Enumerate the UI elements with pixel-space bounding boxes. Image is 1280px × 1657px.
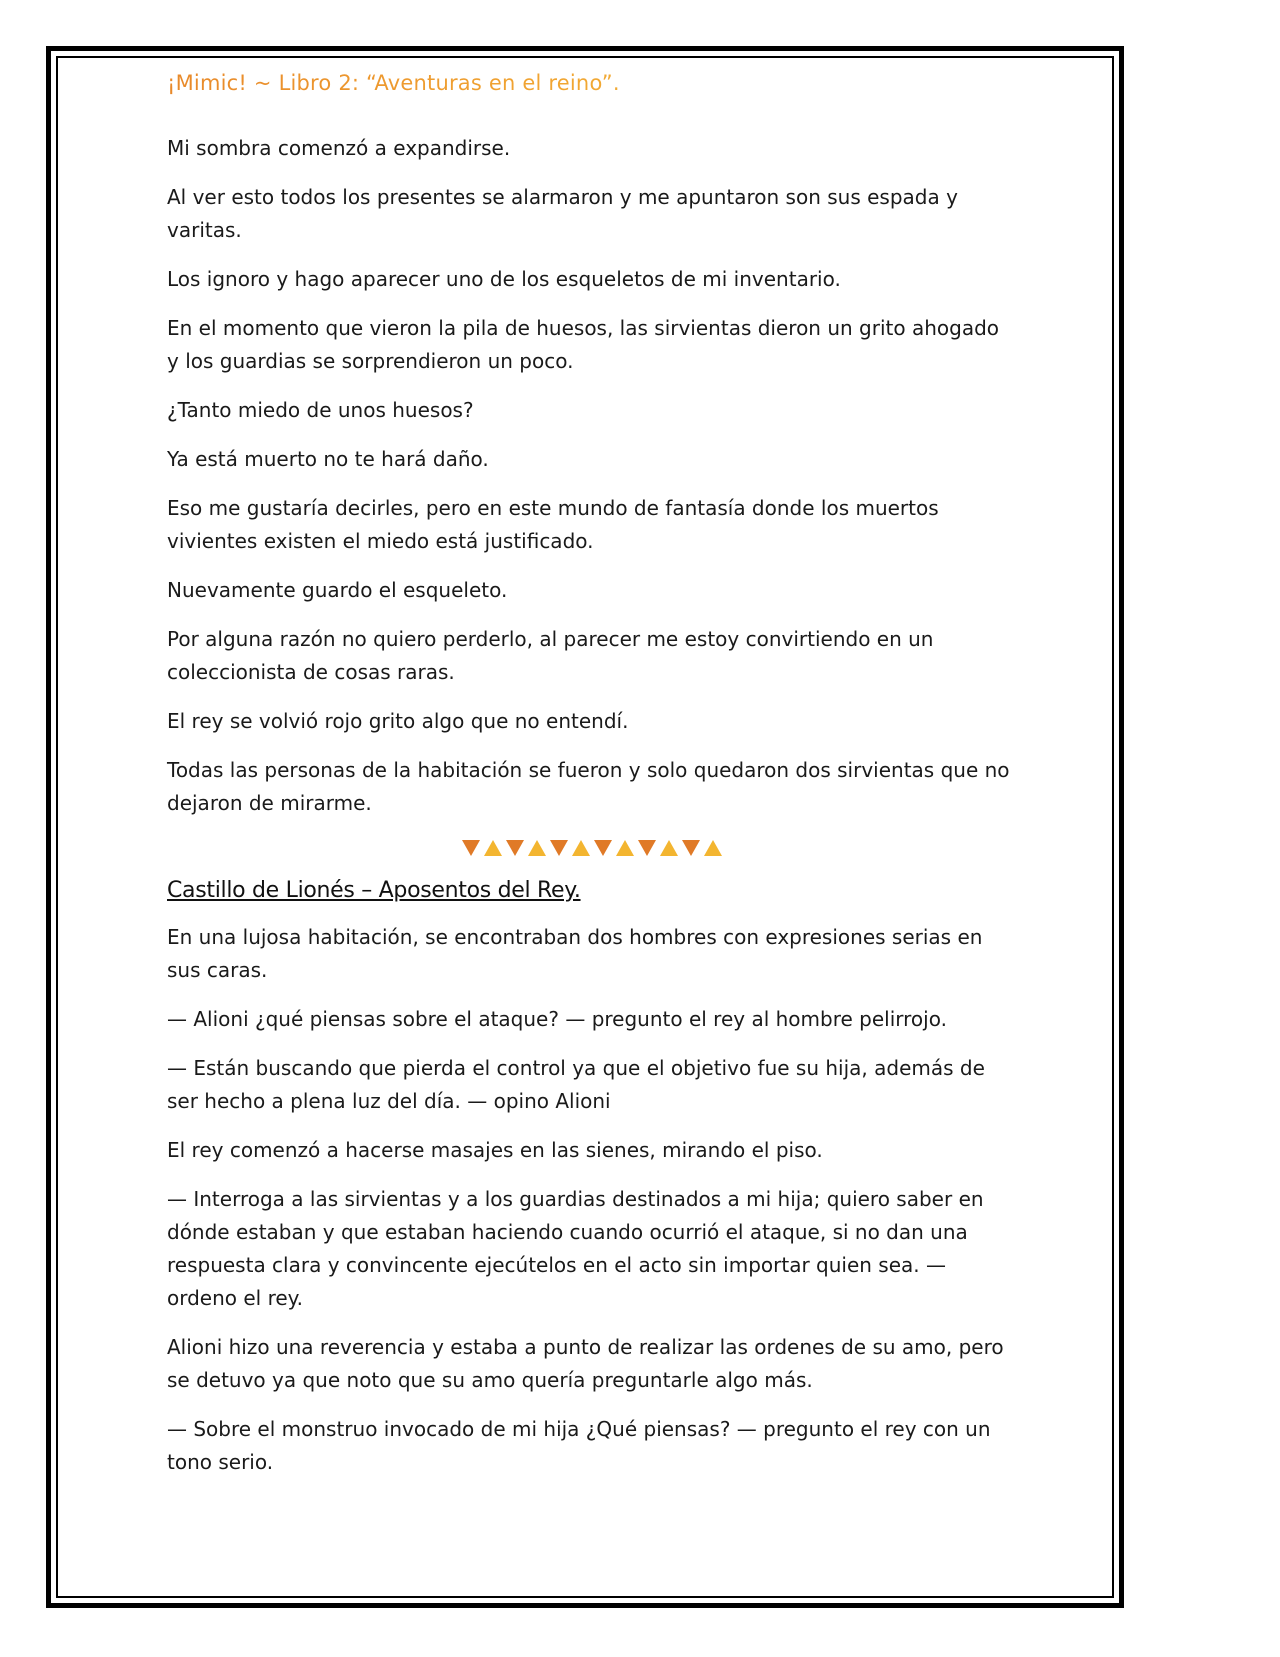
triangle-down-icon (638, 840, 656, 856)
section-paragraphs (167, 921, 1017, 1479)
paragraph: El rey comenzó a hacerse masajes en las sienes, mirando el piso. (167, 1138, 823, 1162)
triangle-down-icon (594, 840, 612, 856)
triangle-up-icon (660, 840, 678, 856)
paragraph: Mi sombra comenzó a expandirse. (167, 136, 511, 160)
paragraph: Eso me gustaría decirles, pero en este mundo de fantasía donde los muertos vivientes existen el miedo está justificado. (167, 496, 939, 553)
triangle-down-icon (506, 840, 524, 856)
triangle-down-icon (682, 840, 700, 856)
book-header-title: ¡Mimic! ~ Libro 2: “Aventuras en el reino”. (167, 68, 1017, 98)
paragraph: En una lujosa habitación, se encontraban dos hombres con expresiones serias en sus caras. (167, 925, 983, 982)
paragraph: Nuevamente guardo el esqueleto. (167, 578, 508, 602)
paragraph: Alioni hizo una reverencia y estaba a punto de realizar las ordenes de su amo, pero se detuvo ya que noto que su amo quería preguntarle algo más. (167, 1335, 1004, 1392)
paragraph: — Interroga a las sirvientas y a los guardias destinados a mi hija; quiero saber en dónde estaban y que estaban haciendo cuando ocurrió el ataque, si no dan una respuesta clara y convincente ejecútelos en el acto sin importar quien sea. — ordeno el rey. (167, 1187, 984, 1310)
paragraph: — Sobre el monstruo invocado de mi hija ¿Qué piensas? — pregunto el rey con un tono serio. (167, 1417, 991, 1474)
paragraph: ¿Tanto miedo de unos huesos? (167, 398, 474, 422)
paragraph: Al ver esto todos los presentes se alarmaron y me apuntaron son sus espada y varitas. (167, 185, 958, 242)
triangle-up-icon (704, 840, 722, 856)
paragraph: — Alioni ¿qué piensas sobre el ataque? — pregunto el rey al hombre pelirrojo. (167, 1007, 947, 1031)
paragraph: Los ignoro y hago aparecer uno de los esqueletos de mi inventario. (167, 267, 841, 291)
triangle-divider (167, 836, 1017, 860)
page-content (167, 68, 1017, 1495)
triangle-down-icon (550, 840, 568, 856)
triangle-up-icon (528, 840, 546, 856)
triangle-up-icon (484, 840, 502, 856)
paragraph: Por alguna razón no quiero perderlo, al parecer me estoy convirtiendo en un coleccionista de cosas raras. (167, 627, 934, 684)
triangle-up-icon (572, 840, 590, 856)
triangle-down-icon (462, 840, 480, 856)
paragraph: — Están buscando que pierda el control ya que el objetivo fue su hija, además de ser hecho a plena luz del día. — opino Alioni (167, 1056, 985, 1113)
triangle-up-icon (616, 840, 634, 856)
section-heading: Castillo de Lionés – Aposentos del Rey. (167, 878, 581, 903)
paragraphs-before-divider (167, 132, 1017, 820)
paragraph: Todas las personas de la habitación se fueron y solo quedaron dos sirvientas que no dejaron de mirarme. (167, 758, 1010, 815)
paragraph: El rey se volvió rojo grito algo que no entendí. (167, 709, 629, 733)
paragraph: Ya está muerto no te hará daño. (167, 447, 489, 471)
paragraph: En el momento que vieron la pila de huesos, las sirvientas dieron un grito ahogado y los guardias se sorprendieron un poco. (167, 316, 1000, 373)
